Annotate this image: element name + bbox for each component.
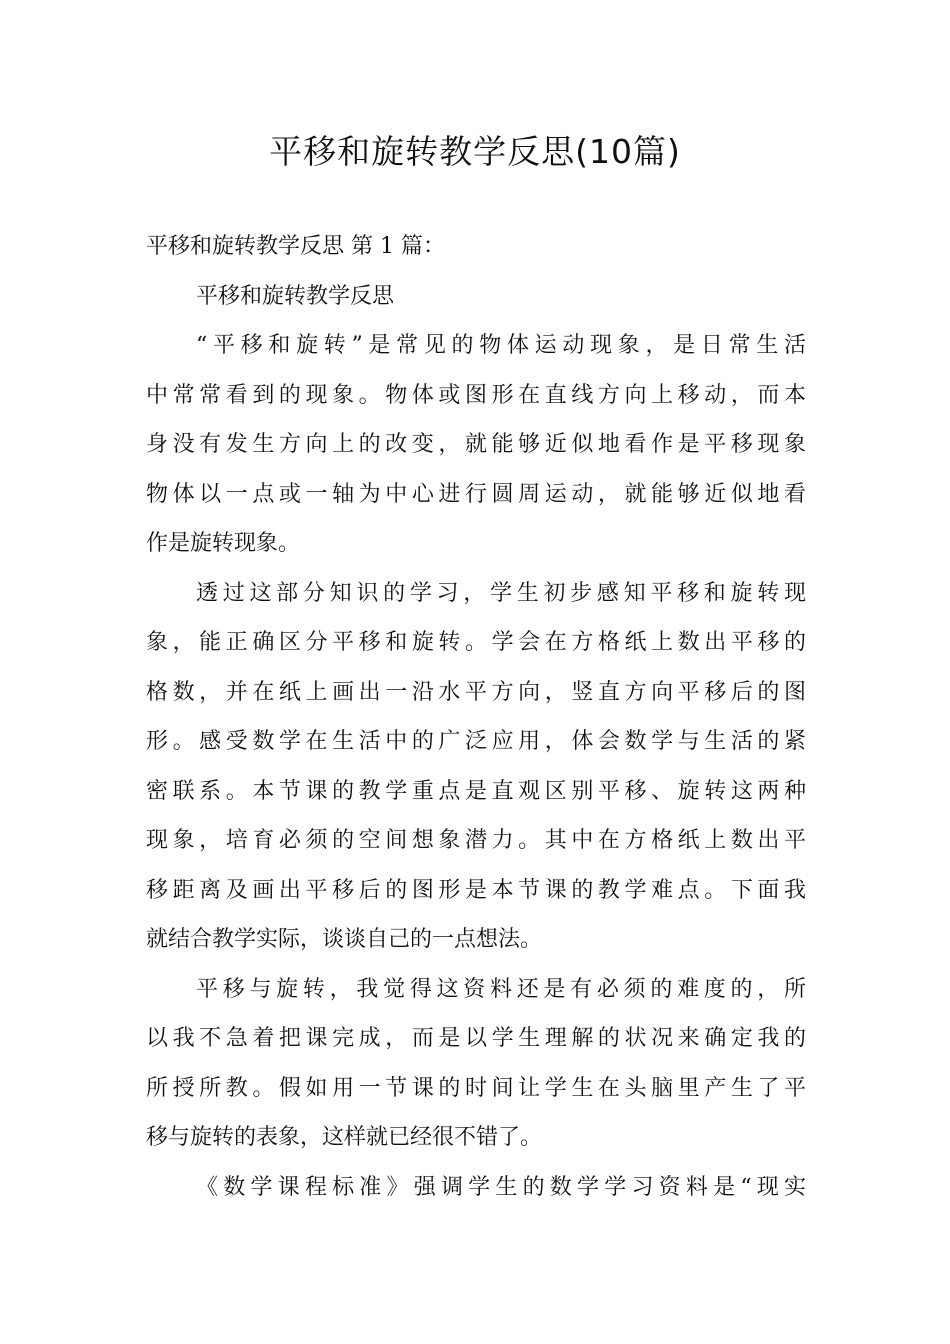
paragraph-line: 身没有发生方向上的改变，就能够近似地看作是平移现象: [146, 432, 806, 457]
document-body: [146, 222, 806, 1212]
paragraph-line: 作是旋转现象。: [146, 531, 301, 556]
paragraph-2: [146, 569, 806, 965]
paragraph-3: [146, 965, 806, 1163]
paragraph-line: 形。感受数学在生活中的广泛应用，体会数学与生活的紧: [146, 729, 806, 754]
document-title: 平移和旋转教学反思(10篇): [269, 132, 681, 171]
paragraph-line: 以我不急着把课完成，而是以学生理解的状况来确定我的: [146, 1026, 806, 1051]
section-heading: 平移和旋转教学反思 第 1 篇：: [146, 234, 445, 259]
paragraph-line: 移距离及画出平移后的图形是本节课的教学难点。下面我: [146, 877, 806, 903]
paragraph-line: 平移与旋转，我觉得这资料还是有必须的难度的，所: [196, 976, 806, 1002]
paragraph-line: 所授所教。假如用一节课的时间让学生在头脑里产生了平: [146, 1075, 806, 1101]
paragraph-line: 中常常看到的现象。物体或图形在直线方向上移动，而本: [146, 382, 806, 408]
paragraph-4: [146, 1163, 806, 1213]
paragraph-1: [146, 321, 806, 569]
paragraph-line: 密联系。本节课的教学重点是直观区别平移、旋转这两种: [146, 778, 806, 804]
paragraph-line: 透过这部分知识的学习，学生初步感知平移和旋转现: [196, 580, 806, 606]
paragraph-line: 象，能正确区分平移和旋转。学会在方格纸上数出平移的: [146, 630, 806, 655]
paragraph-line: 就结合教学实际，谈谈自己的一点想法。: [146, 927, 543, 952]
paragraph-line: 物体以一点或一轴为中心进行圆周运动，就能够近似地看: [146, 481, 806, 507]
paragraph-line: 现象，培育必须的空间想象潜力。其中在方格纸上数出平: [146, 828, 806, 853]
paragraph-line: 移与旋转的表象，这样就已经很不错了。: [146, 1125, 543, 1150]
paragraph-line: “平移和旋转”是常见的物体运动现象，是日常生活: [196, 333, 806, 358]
paragraph-line: 格数，并在纸上画出一沿水平方向，竖直方向平移后的图: [146, 679, 806, 705]
paragraph-line: 《数学课程标准》强调学生的数学学习资料是“现实: [196, 1174, 806, 1200]
article-heading: 平移和旋转教学反思: [196, 283, 395, 309]
